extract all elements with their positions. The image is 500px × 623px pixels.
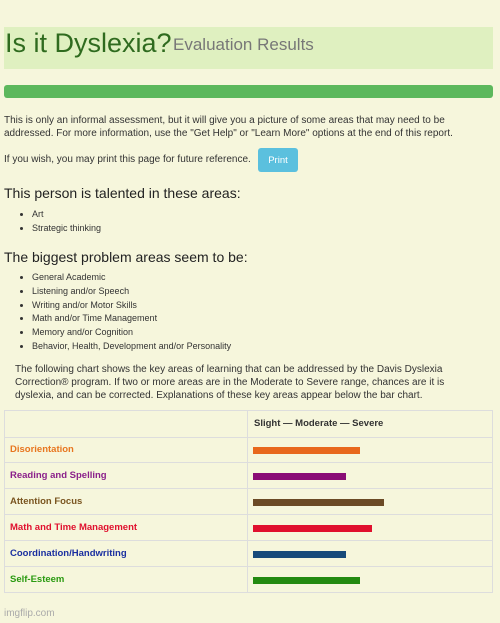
chart-category-label: Attention Focus	[10, 496, 83, 507]
list-item: • Math and/or Time Management	[32, 312, 231, 326]
progress-bar	[4, 85, 493, 98]
problems-heading: The biggest problem areas seem to be:	[4, 249, 248, 265]
chart-row	[5, 515, 492, 541]
list-item: • Strategic thinking	[32, 222, 101, 236]
list-item: • Writing and/or Motor Skills	[32, 299, 231, 313]
list-item: • Memory and/or Cognition	[32, 326, 231, 340]
list-item: • General Academic	[32, 271, 231, 285]
talents-heading: This person is talented in these areas:	[4, 185, 241, 201]
chart-row	[5, 567, 492, 593]
chart-category-label: Reading and Spelling	[10, 470, 107, 481]
chart-bar	[253, 577, 360, 584]
chart-scale-label: Slight — Moderate — Severe	[254, 418, 384, 429]
chart-category-label: Disorientation	[10, 444, 74, 455]
chart-bar	[253, 525, 372, 532]
chart-category-label: Math and Time Management	[10, 522, 138, 533]
chart-bar	[253, 473, 346, 480]
chart-row	[5, 463, 492, 489]
chart-category-label: Coordination/Handwriting	[10, 548, 127, 559]
print-instruction: If you wish, you may print this page for future reference.	[4, 154, 251, 165]
chart-header-row	[5, 411, 492, 438]
chart-bar	[253, 499, 384, 506]
chart-row	[5, 437, 492, 463]
list-item: • Behavior, Health, Development and/or Personality	[32, 340, 231, 354]
page-subtitle: Evaluation Results	[173, 35, 314, 54]
talents-list	[20, 208, 101, 236]
page-header	[4, 27, 493, 69]
chart-category-label: Self-Esteem	[10, 574, 65, 585]
page-title: Is it Dyslexia?	[5, 28, 172, 58]
chart-row	[5, 541, 492, 567]
chart-bar	[253, 551, 346, 558]
intro-text: This is only an informal assessment, but it will give you a picture of some areas that may need to be addressed. For more information, use the "Get Help" or "Learn More" options at the end of this report.	[4, 115, 453, 139]
list-item: • Art	[32, 208, 101, 222]
chart-bar	[253, 447, 360, 454]
chart-description: The following chart shows the key areas of learning that can be addressed by the Davis Dyslexia Correction® program. If two or more areas are in the Moderate to Severe range, chances are it is dyslexia, and can be corrected. Explanations of these key areas appear below the bar chart.	[15, 364, 445, 401]
list-item: • Listening and/or Speech	[32, 285, 231, 299]
results-bar-chart	[4, 410, 493, 593]
print-button[interactable]: Print	[258, 148, 298, 172]
problems-list	[20, 271, 231, 354]
chart-row	[5, 489, 492, 515]
watermark: imgflip.com	[4, 608, 55, 619]
